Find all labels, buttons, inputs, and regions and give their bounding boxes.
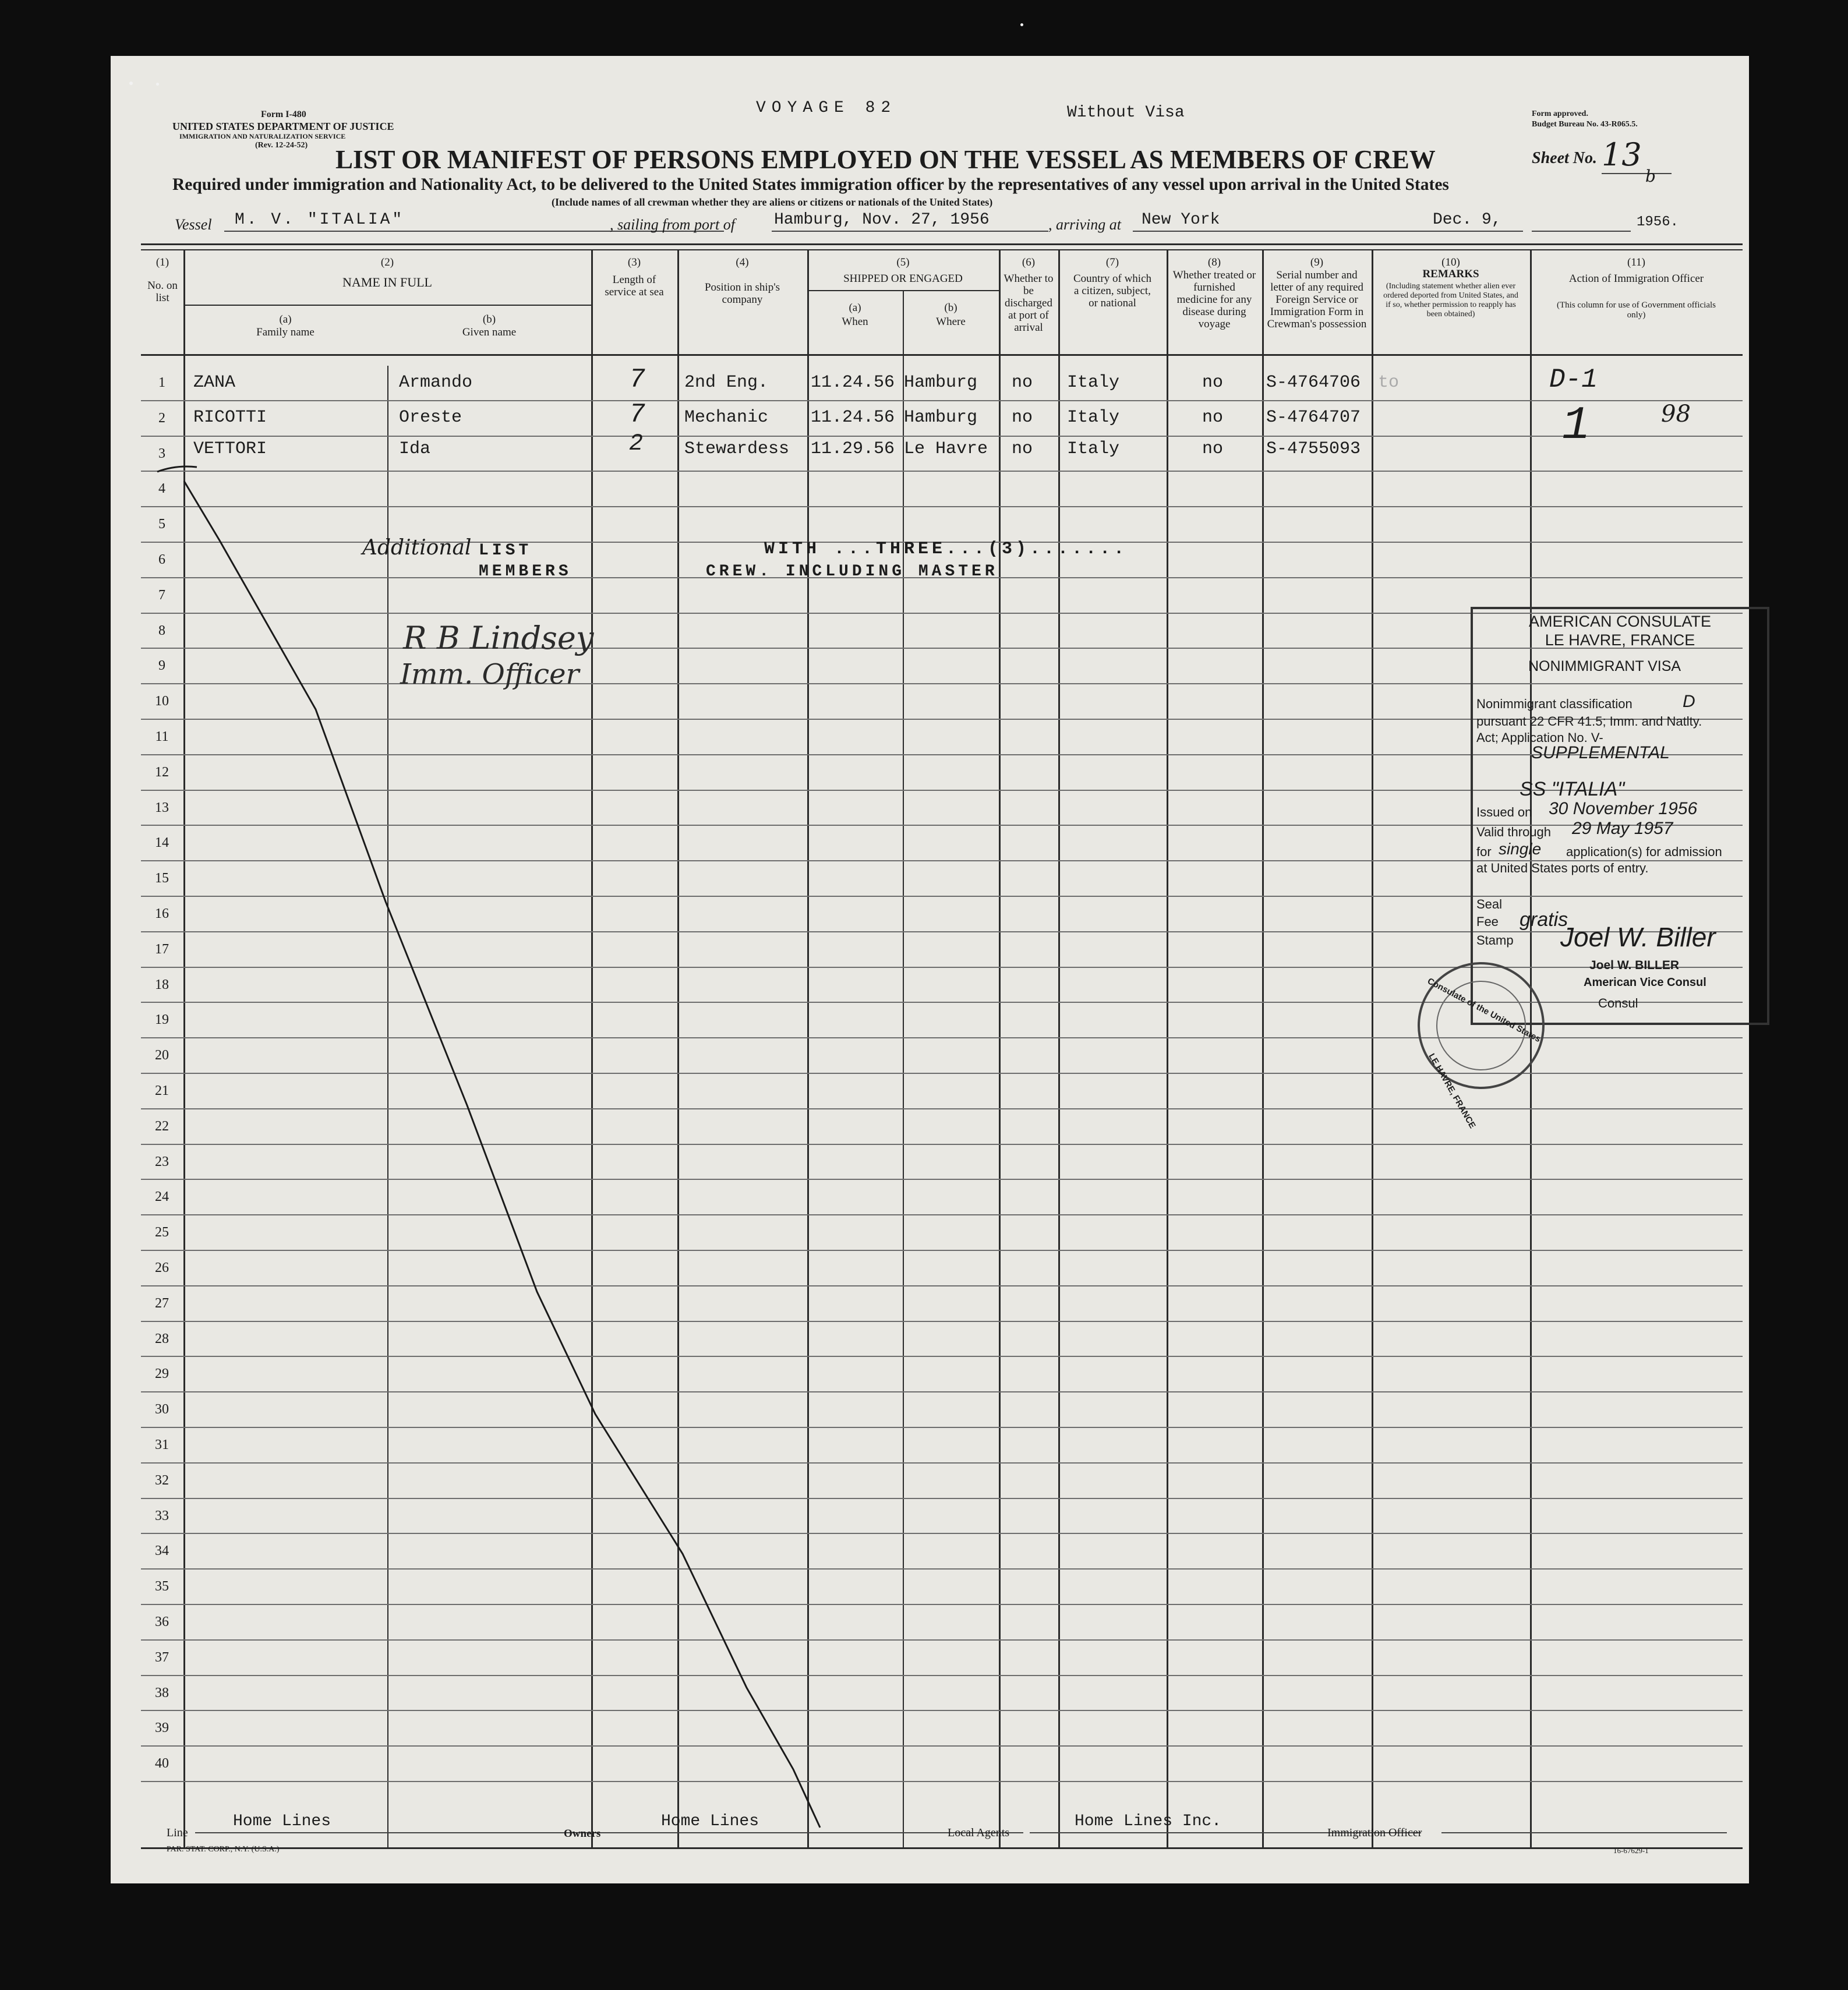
sailing-from: Hamburg, Nov. 27, 1956 (774, 211, 990, 229)
row-number: 10 (155, 694, 169, 709)
length-of-service: 7 (629, 365, 645, 395)
stamp-valid-label: Valid through (1476, 825, 1552, 839)
col-position-number: (4) (736, 256, 749, 268)
sailing-label: , sailing from port of (610, 216, 736, 233)
stamp-applications: application(s) for admission (1566, 844, 1722, 859)
stamp-signature: Joel W. Biller (1560, 922, 1716, 952)
row-number: 15 (155, 871, 169, 886)
arriving-label: , arriving at (1048, 216, 1121, 233)
position: Mechanic (684, 408, 769, 427)
consulate-visa-stamp (1471, 607, 1769, 1025)
row-number: 30 (155, 1402, 169, 1418)
serial-number: S-4764706 (1266, 373, 1361, 393)
speck (156, 83, 159, 86)
position: Stewardess (684, 439, 790, 459)
col-medicine-label: Whether treated or furnished medicine for any disease during voyage (1172, 269, 1256, 330)
row-number: 19 (155, 1012, 169, 1028)
row-number: 38 (155, 1685, 169, 1701)
given-name: Ida (399, 439, 431, 459)
top-mark: b (1645, 167, 1656, 186)
arriving-underline (1133, 231, 1523, 232)
row-number: 22 (155, 1118, 169, 1134)
country: Italy (1067, 373, 1120, 393)
col-family-number: (a) (279, 313, 292, 326)
printer-info: PAR. STAT. CORP., N.Y. (U.S.A.) (167, 1845, 280, 1854)
stamp-seal-label: Seal (1476, 897, 1503, 911)
speck (129, 82, 133, 85)
family-name: VETTORI (193, 439, 267, 459)
serial-number: S-4764707 (1266, 408, 1361, 427)
vessel-label: Vessel (175, 216, 212, 233)
col-where-label: Where (936, 316, 966, 328)
remarks: to (1378, 373, 1400, 393)
row-number: 3 (158, 446, 165, 461)
col-discharged-number: (6) (1022, 256, 1036, 268)
row-number: 8 (158, 623, 165, 638)
medicine: no (1202, 439, 1224, 459)
col-remarks-label: REMARKS (1422, 268, 1479, 280)
stamp-classification: D (1683, 692, 1695, 711)
row-number: 36 (155, 1614, 169, 1630)
list-text: LIST (479, 542, 532, 560)
stamp-pursuant: pursuant 22 CFR 41.5; Imm. and Natlty. (1476, 714, 1702, 729)
form-title: LIST OR MANIFEST OF PERSONS EMPLOYED ON THE VESSEL AS MEMBERS OF CREW (335, 145, 1436, 174)
col-no-number: (1) (156, 256, 169, 268)
cancel-line (141, 243, 1073, 1847)
position: 2nd Eng. (684, 373, 769, 393)
crew-including-text: CREW. INCLUDING MASTER (706, 563, 998, 581)
col-length-number: (3) (627, 256, 641, 268)
col-no-label: No. on list (147, 280, 178, 304)
form-revision: (Rev. 12-24-52) (255, 141, 308, 150)
col-medicine-number: (8) (1207, 256, 1221, 268)
row-number: 31 (155, 1437, 169, 1452)
service-name: IMMIGRATION AND NATURALIZATION SERVICE (179, 132, 346, 140)
manifest-page (111, 56, 1749, 1883)
col-when-number: (a) (849, 302, 861, 314)
col-serial-number: (9) (1310, 256, 1324, 268)
row-number: 2 (158, 410, 165, 426)
officer-signature: R B Lindsey (403, 620, 594, 656)
stamp-for-value: single (1499, 840, 1542, 858)
row-number: 11 (155, 729, 169, 744)
stamp-ports: at United States ports of entry. (1476, 861, 1649, 875)
family-name: ZANA (193, 373, 236, 393)
col-shipped-label: SHIPPED OR ENGAGED (843, 273, 963, 285)
stamp-line-2: LE HAVRE, FRANCE (1545, 631, 1695, 649)
row-number: 32 (155, 1472, 169, 1488)
stamp-classification-label: Nonimmigrant classification (1476, 697, 1633, 711)
arriving-at: New York (1142, 211, 1220, 229)
shipped-when: 11.24.56 (811, 408, 895, 427)
row-number: 4 (158, 481, 165, 497)
discharged: no (1012, 408, 1033, 427)
stamp-supplemental: SUPPLEMENTAL (1531, 743, 1670, 762)
row-number: 16 (155, 906, 169, 921)
seal-bottom-text: LE HAVRE, FRANCE (1426, 1052, 1478, 1130)
form-number: Form I-480 (261, 109, 306, 119)
shipped-where: Le Havre (904, 439, 988, 459)
stamp-line-3: NONIMMIGRANT VISA (1528, 658, 1681, 674)
seal-text: Consulate of the United States (1426, 976, 1543, 1045)
budget-bureau: Budget Bureau No. 43-R065.5. (1532, 120, 1638, 129)
form-subtitle-note: (Include names of all crewman whether they are aliens or citizens or nationals of the United States) (552, 196, 993, 208)
col-remarks-note: (Including statement whether alien ever ordered deported from United States, and if so, whether permission to reapply has been obtained) (1383, 282, 1518, 319)
row-number: 5 (158, 517, 165, 532)
row-number: 18 (155, 977, 169, 992)
row-number: 28 (155, 1331, 169, 1346)
row-number: 7 (158, 587, 165, 603)
sheet-number: 13 (1602, 136, 1672, 174)
form-year: 1956. (1637, 214, 1679, 230)
col-serial-label: Serial number and letter of any required Foreign Service or Immigration Form in Crewman's possession (1267, 269, 1367, 330)
length-of-service: 2 (629, 431, 644, 457)
immigration-officer-label: Immigration Officer (1327, 1826, 1422, 1839)
shipped-where: Hamburg (904, 373, 978, 393)
row-number: 39 (155, 1720, 169, 1736)
row-number: 24 (155, 1189, 169, 1205)
col-shipped-number: (5) (896, 256, 910, 268)
row-number: 21 (155, 1083, 169, 1098)
row-number: 14 (155, 835, 169, 851)
owners-label: Owners (564, 1828, 601, 1840)
stamp-fee-label: Fee (1476, 914, 1499, 929)
medicine: no (1202, 408, 1224, 427)
col-action-label: Action of Immigration Officer (1568, 273, 1704, 285)
shipped-when: 11.29.56 (811, 439, 895, 459)
row-number: 25 (155, 1225, 169, 1240)
stamp-consul-label: Consul (1598, 996, 1638, 1010)
row-number: 6 (158, 552, 165, 567)
medicine: no (1202, 373, 1224, 393)
department-name: UNITED STATES DEPARTMENT OF JUSTICE (172, 121, 394, 132)
length-of-service: 7 (629, 400, 645, 430)
row-number: 12 (155, 764, 169, 780)
sailing-underline (772, 231, 1048, 232)
stamp-consul-title: American Vice Consul (1584, 976, 1706, 989)
line-value: Home Lines (233, 1812, 331, 1830)
row-number: 9 (158, 658, 165, 674)
row-number: 20 (155, 1048, 169, 1063)
col-where-number: (b) (944, 302, 957, 314)
col-discharged-label: Whether to be discharged at port of arrival (1003, 273, 1054, 334)
line-label: Line (167, 1826, 188, 1839)
form-subtitle: Required under immigration and Nationality Act, to be delivered to the United States immigration officer by the representatives of any vessel upon arrival in the United States (172, 175, 1449, 194)
stamp-line-1: AMERICAN CONSULATE (1528, 613, 1712, 630)
row-number: 17 (155, 941, 169, 957)
given-name: Oreste (399, 408, 462, 427)
stamp-consul-name: Joel W. BILLER (1589, 959, 1680, 972)
stamp-stamp-label: Stamp (1476, 933, 1514, 948)
row-number: 33 (155, 1508, 169, 1524)
col-action-note: (This column for use of Government officials only) (1557, 301, 1716, 320)
country: Italy (1067, 408, 1120, 427)
stamp-issued: 30 November 1956 (1549, 799, 1698, 818)
discharged: no (1012, 373, 1033, 393)
serial-number: S-4755093 (1266, 439, 1361, 459)
agents-value: Home Lines Inc. (1075, 1812, 1222, 1830)
owners-value: Home Lines (661, 1812, 759, 1830)
agents-label: Local Agents (948, 1826, 1010, 1839)
row-number: 13 (155, 800, 169, 815)
officer-action: D-1 (1549, 365, 1598, 395)
row-number: 35 (155, 1579, 169, 1595)
row-number: 29 (155, 1366, 169, 1382)
page-count: 98 (1661, 401, 1691, 427)
form-approved: Form approved. (1532, 109, 1588, 118)
col-family-label: Family name (256, 326, 315, 338)
col-position-label: Position in ship's company (704, 281, 780, 306)
col-name-number: (2) (380, 256, 394, 268)
row-number: 40 (155, 1756, 169, 1772)
col-length-label: Length of service at sea (605, 274, 664, 298)
discharged: no (1012, 439, 1033, 459)
stamp-ship: SS "ITALIA" (1520, 778, 1625, 800)
stamp-valid: 29 May 1957 (1572, 819, 1673, 838)
row-number: 37 (155, 1649, 169, 1665)
family-name: RICOTTI (193, 408, 267, 427)
col-when-label: When (842, 316, 868, 328)
stamp-for-label: for (1476, 844, 1492, 859)
with-three-text: WITH ...THREE...(3)....... (764, 539, 1128, 559)
col-given-number: (b) (482, 313, 496, 326)
year-underline (1532, 231, 1631, 232)
row-number: 23 (155, 1154, 169, 1169)
row-number: 27 (155, 1295, 169, 1311)
stamp-issued-label: Issued on (1476, 805, 1532, 819)
members-text: MEMBERS (479, 563, 572, 581)
col-name-label: NAME IN FULL (342, 275, 432, 289)
row-number: 34 (155, 1543, 169, 1559)
row-number: 26 (155, 1260, 169, 1275)
additional-note: Additional (362, 536, 472, 560)
form-code: 16-67629-1 (1613, 1846, 1649, 1855)
col-country-number: (7) (1105, 256, 1119, 268)
sheet-label: Sheet No. (1532, 149, 1597, 167)
officer-action: 1 (1562, 400, 1591, 453)
country: Italy (1067, 439, 1120, 459)
shipped-where: Hamburg (904, 408, 978, 427)
stamp-fee-value: gratis (1520, 909, 1568, 931)
row-number: 1 (158, 375, 165, 390)
col-given-label: Given name (462, 326, 517, 338)
speck (1020, 23, 1023, 26)
arrival-date: Dec. 9, (1433, 211, 1501, 229)
voyage-number: VOYAGE 82 (756, 99, 897, 117)
given-name: Armando (399, 373, 473, 393)
vessel-name: M. V. "ITALIA" (235, 211, 405, 229)
stamp-application: Act; Application No. V- (1476, 730, 1603, 745)
without-visa-note: Without Visa (1067, 104, 1185, 122)
col-action-number: (11) (1627, 256, 1645, 268)
col-country-label: Country of which a citizen, subject, or national (1073, 273, 1152, 309)
officer-title-handwritten: Imm. Officer (400, 658, 580, 691)
shipped-when: 11.24.56 (811, 373, 895, 393)
col-remarks-number: (10) (1441, 256, 1460, 268)
consular-seal (1418, 962, 1545, 1130)
